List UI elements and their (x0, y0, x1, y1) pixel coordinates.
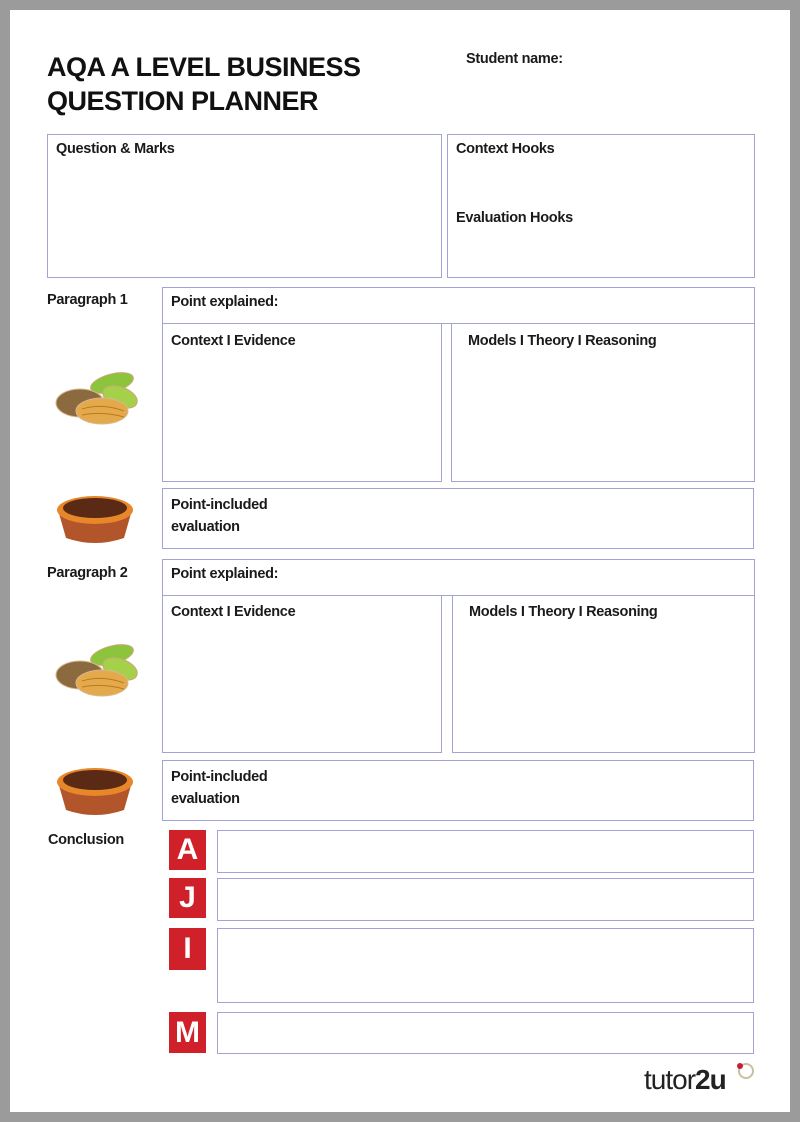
question-marks-box[interactable] (47, 134, 442, 278)
hooks-box[interactable] (447, 134, 755, 278)
pecan-pie-icon (52, 488, 138, 548)
context-label: Context I Evidence (171, 333, 296, 349)
eval-label: Point-included (171, 497, 268, 513)
eval-label: Point-included (171, 769, 268, 785)
p2-context-box[interactable] (162, 595, 442, 753)
pecan-nuts-icon (50, 365, 142, 430)
p2-eval-box[interactable] (162, 760, 754, 821)
eval-label: evaluation (171, 791, 240, 807)
ajim-letter-m: M (169, 1012, 206, 1053)
evaluation-hooks-label: Evaluation Hooks (456, 210, 573, 226)
ajim-letter-a: A (169, 830, 206, 870)
conclusion-m-box[interactable] (217, 1012, 754, 1054)
eval-label: evaluation (171, 519, 240, 535)
paragraph-2-label: Paragraph 2 (47, 565, 128, 581)
conclusion-label: Conclusion (48, 832, 124, 848)
point-label: Point explained: (171, 294, 279, 310)
student-name-label: Student name: (466, 51, 563, 67)
p1-point-box[interactable] (162, 287, 755, 324)
p1-models-box[interactable] (451, 323, 755, 482)
page-title: AQA A LEVEL BUSINESS QUESTION PLANNER (47, 52, 361, 116)
point-label: Point explained: (171, 566, 279, 582)
paragraph-1-label: Paragraph 1 (47, 292, 128, 308)
context-label: Context I Evidence (171, 604, 296, 620)
pecan-nuts-icon (50, 637, 142, 702)
p2-point-box[interactable] (162, 559, 755, 596)
p2-models-box[interactable] (452, 595, 755, 753)
ajim-letter-j: J (169, 878, 206, 918)
tutor2u-logo: tutor2u (644, 1064, 726, 1095)
context-hooks-label: Context Hooks (456, 141, 555, 157)
ajim-letter-i: I (169, 928, 206, 970)
conclusion-j-box[interactable] (217, 878, 754, 921)
conclusion-a-box[interactable] (217, 830, 754, 873)
flower-icon (734, 1060, 756, 1082)
pecan-pie-icon (52, 760, 138, 820)
p1-eval-box[interactable] (162, 488, 754, 549)
question-marks-label: Question & Marks (56, 141, 175, 157)
models-label: Models I Theory I Reasoning (468, 333, 657, 349)
p1-context-box[interactable] (162, 323, 442, 482)
models-label: Models I Theory I Reasoning (469, 604, 658, 620)
conclusion-i-box[interactable] (217, 928, 754, 1003)
